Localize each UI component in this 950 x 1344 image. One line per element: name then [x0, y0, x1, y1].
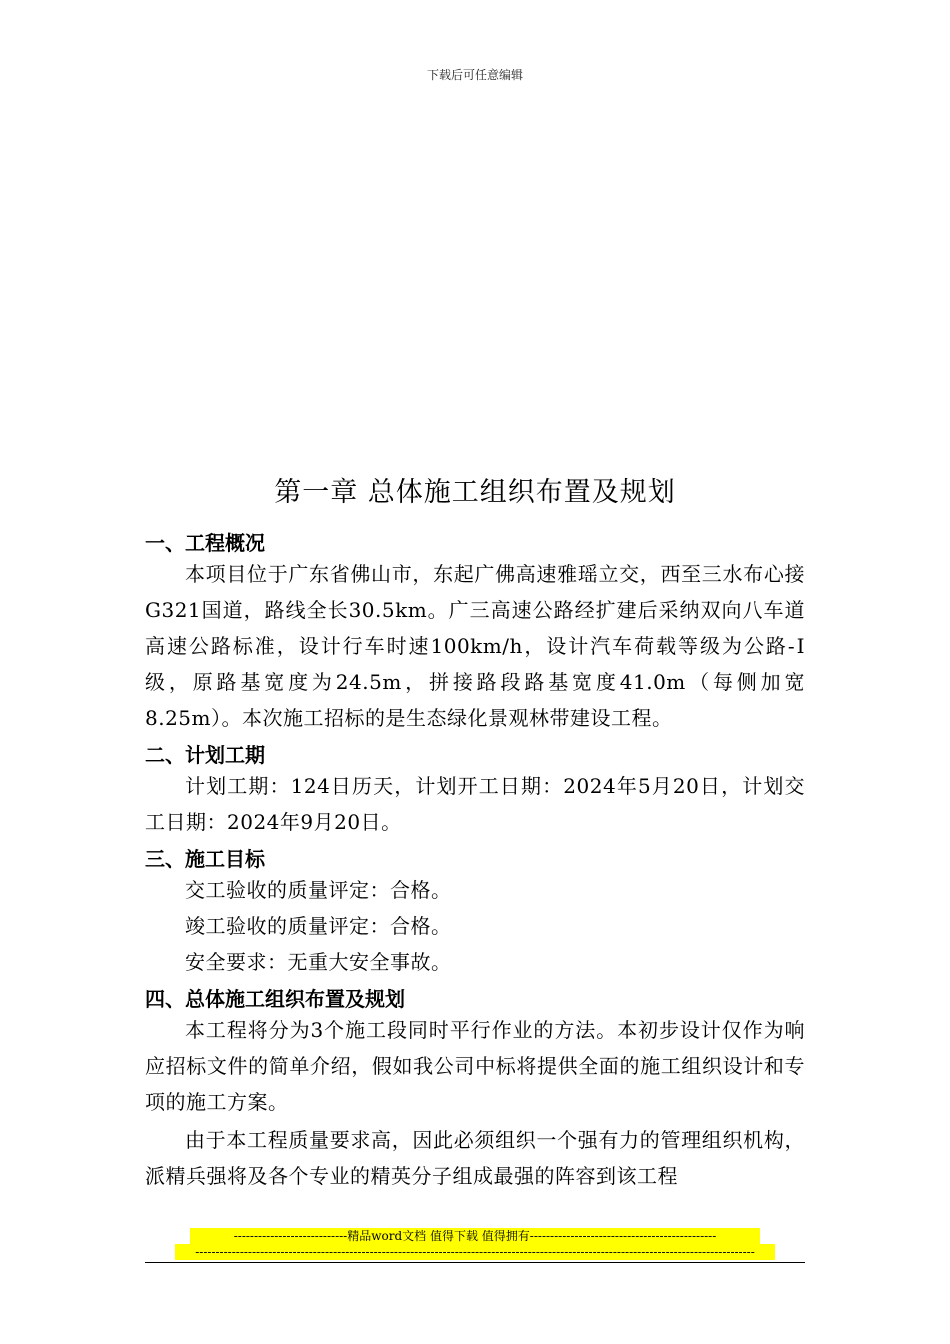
section-heading: 二、计划工期	[145, 743, 265, 767]
paragraph: 交工验收的质量评定：合格。	[185, 878, 452, 902]
footer-banner-line: ------------------------------------------------------------------------------------------------------------------------------------------	[175, 1244, 775, 1260]
paragraph: 本项目位于广东省佛山市，东起广佛高速雅瑶立交，西至三水布心接G321国道，路线全长30.5km。广三高速公路经扩建后采纳双向八车道高速公路标准，设计行车时速100km/h，设计汽车荷载等级为公路-Ⅰ级，原路基宽度为24.5m，拼接路段路基宽度41.0m（每侧加宽8.25m）。本次施工招标的是生态绿化景观林带建设工程。	[145, 562, 805, 730]
section-heading: 一、工程概况	[145, 531, 265, 555]
footer-banner-line: ----------------------------精品word文档 值得下载 值得拥有----------------------------------------------	[190, 1228, 760, 1244]
paragraph: 安全要求：无重大安全事故。	[185, 950, 452, 974]
page-header: 下载后可任意编辑	[426, 68, 523, 82]
document-body	[145, 530, 805, 1194]
section-overview	[145, 530, 805, 736]
footer-banner	[145, 1228, 805, 1260]
section-schedule	[145, 742, 805, 840]
footer-rule	[145, 1262, 805, 1263]
paragraph: 计划工期：124日历天，计划开工日期：2024年5月20日，计划交工日期：2024年9月20日。	[145, 774, 805, 834]
section-heading: 三、施工目标	[145, 847, 265, 871]
section-heading: 四、总体施工组织布置及规划	[145, 987, 405, 1011]
chapter-title: 第一章 总体施工组织布置及规划	[274, 477, 676, 508]
section-goals	[145, 846, 805, 980]
paragraph: 由于本工程质量要求高，因此必须组织一个强有力的管理组织机构，派精兵强将及各个专业的精英分子组成最强的阵容到该工程	[145, 1128, 805, 1188]
paragraph: 本工程将分为3个施工段同时平行作业的方法。本初步设计仅作为响应招标文件的简单介绍，假如我公司中标将提供全面的施工组织设计和专项的施工方案。	[145, 1018, 805, 1114]
section-organization	[145, 986, 805, 1194]
paragraph: 竣工验收的质量评定：合格。	[185, 914, 452, 938]
